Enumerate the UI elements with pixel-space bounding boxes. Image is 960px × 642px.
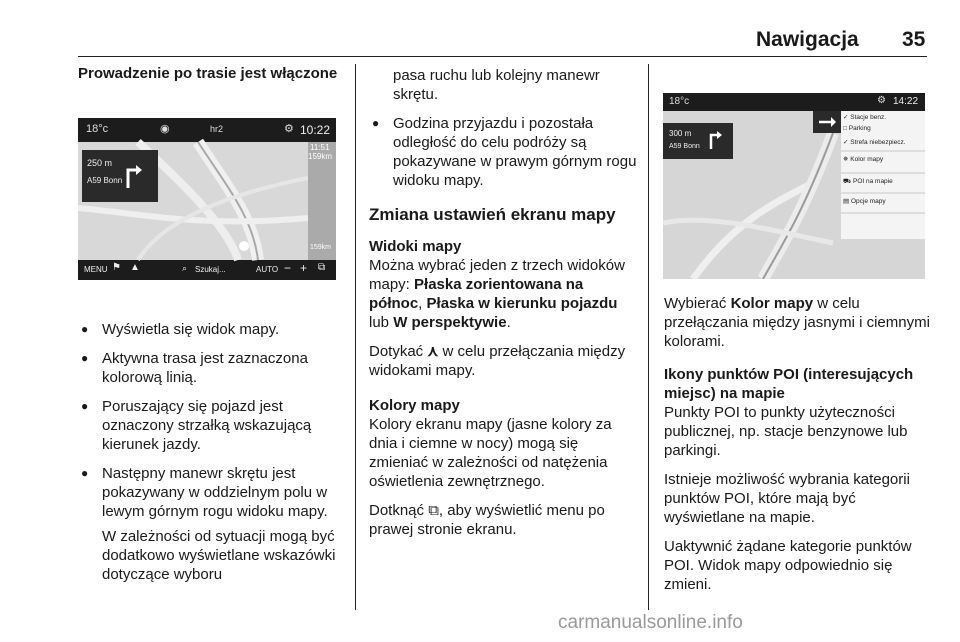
map-colors-text: Kolory ekranu mapy (jasne kolory za dnia i ciemne w nocy) mogą się zmieniać w zależności od natężenia oświetlenia zewnętrznego. xyxy=(369,416,612,490)
option-heading-up: Płaska w kierunku pojazdu xyxy=(426,295,618,312)
map-clock: 14:22 xyxy=(893,96,919,107)
list-item: ● Aktywna trasa jest zaznaczona kolorową linią. xyxy=(78,349,346,387)
map-side-menu xyxy=(843,113,925,217)
map-location-icon: ◉ xyxy=(160,123,170,135)
map-clock: 10:22 xyxy=(300,123,331,137)
settings-icon: ⚙ xyxy=(877,95,886,106)
remaining-distance: 159km xyxy=(308,152,333,161)
map-menu-icon[interactable]: ⧉ xyxy=(318,262,326,273)
toggle-text xyxy=(369,342,637,380)
note-continued: pasa ruchu lub kolejny manewr skrętu. xyxy=(393,67,600,103)
eta-time: 11:51 xyxy=(310,143,330,152)
view-toggle-icon: ⋏ xyxy=(427,343,439,360)
text-run: lub xyxy=(369,314,394,331)
menu-item-label: Parking xyxy=(848,125,871,132)
column-1-list xyxy=(78,320,346,584)
option-perspective: W perspektywie xyxy=(393,314,507,331)
section-heading: Zmiana ustawień ekranu mapy xyxy=(369,205,616,224)
remaining-distance-scale: 159km xyxy=(310,244,332,251)
list-item: ● Następny manewr skrętu jest pokazywany w oddzielnym polu w lewym górnym rogu widoku mapy. xyxy=(78,464,346,521)
search-icon[interactable]: ⌕ xyxy=(182,263,188,273)
text-run: w celu przełączania między widokami mapy. xyxy=(369,343,626,379)
menu-item-danger-zones[interactable]: ✓ Strefa niebezpiecz. xyxy=(843,139,906,146)
watermark: carmanualsonline.info xyxy=(558,612,743,633)
list-item: ● Godzina przyjazdu i pozostała odległość do celu podróży są pokazywane w prawym górnym rogu widoku mapy. xyxy=(369,114,637,190)
zoom-auto[interactable]: AUTO xyxy=(256,265,279,274)
maneuver-road: A59 Bonn xyxy=(87,176,123,185)
option-north-up: Płaska zorientowana na północ xyxy=(369,276,584,312)
map-screenshot-menu xyxy=(663,93,925,279)
menu-item-label: Kolor mapy xyxy=(850,156,884,163)
text-run: , xyxy=(418,295,427,312)
list-item: ● Wyświetla się widok mapy. xyxy=(78,320,346,339)
note-text: W zależności od sytuacji mogą być dodatkowo wyświetlane wskazówki dotyczące wyboru xyxy=(102,528,336,583)
page-number: 35 xyxy=(902,28,926,51)
subheading-map-colors: Kolory mapy xyxy=(369,397,460,414)
menu-item-label: POI na mapie xyxy=(852,178,893,185)
eta-list xyxy=(369,114,637,190)
map-screenshot-guidance xyxy=(78,118,336,280)
menu-text xyxy=(369,501,637,539)
view-toggle-icon[interactable]: ▲ xyxy=(130,262,140,273)
menu-item-poi[interactable]: ⛟ POI na mapie xyxy=(843,178,893,185)
subheading-map-views: Widoki mapy xyxy=(369,238,462,255)
text-run: Dotykać xyxy=(369,343,428,360)
maneuver-distance: 250 m xyxy=(87,158,113,168)
menu-item-label: Opcje mapy xyxy=(850,198,886,205)
list-item: ● Poruszający się pojazd jest oznaczony strzałką wskazującą kierunek jazdy. xyxy=(78,397,346,454)
text-run: Dotknąć xyxy=(369,502,429,519)
zoom-in-icon[interactable]: + xyxy=(300,261,308,275)
map-menu-icon: ⧉ xyxy=(428,502,439,519)
zoom-out-icon[interactable]: − xyxy=(284,261,292,275)
maneuver-road: A59 Bonn xyxy=(669,143,700,150)
menu-item-label: Strefa niebezpiecz. xyxy=(850,139,906,146)
section-heading: Prowadzenie po trasie jest włączone xyxy=(78,65,338,82)
header-rule xyxy=(78,56,927,57)
poi-text-3: Uaktywnić żądane kategorie punktów POI. Widok mapy odpowiednio się zmieni. xyxy=(664,538,912,593)
map-color-text xyxy=(664,294,932,351)
maneuver-distance: 300 m xyxy=(669,129,692,138)
settings-icon: ⚙ xyxy=(284,123,294,135)
map-mode: hr2 xyxy=(210,124,224,134)
column-divider xyxy=(355,64,356,610)
page-header-title: Nawigacja xyxy=(756,28,859,51)
map-views-text xyxy=(369,256,637,332)
column-divider xyxy=(648,64,649,610)
menu-item-fuel-stations[interactable]: ✓ Stacje benz. xyxy=(843,114,887,121)
map-menu-label[interactable]: MENU xyxy=(84,265,108,274)
feature-list xyxy=(78,320,346,521)
map-temp: 18°c xyxy=(86,123,109,135)
poi-text: Punkty POI to punkty użyteczności publicznej, np. stacje benzynowe lub parkingi. xyxy=(664,404,908,459)
text-run: Wybierać xyxy=(664,295,731,312)
text-run: Można wybrać jeden z trzech widoków mapy: xyxy=(369,257,625,293)
poi-text-2: Istnieje możliwość wybrania kategorii punktów POI, które mają być wyświetlane na mapie. xyxy=(664,471,910,526)
map-graphic xyxy=(78,118,336,280)
flag-icon[interactable]: ⚑ xyxy=(112,262,121,273)
menu-item-map-options[interactable]: ▤ Opcje mapy xyxy=(843,198,886,205)
option-map-color: Kolor mapy xyxy=(730,295,814,312)
column-3 xyxy=(664,294,932,604)
menu-item-label: Stacje benz. xyxy=(850,114,887,121)
column-2 xyxy=(369,66,637,549)
column-1 xyxy=(78,64,346,83)
text-run: , aby wyświetlić menu po prawej stronie ekranu. xyxy=(369,502,605,538)
menu-item-parking[interactable]: □ Parking xyxy=(843,125,871,132)
map-temp: 18°c xyxy=(669,96,690,107)
text-run: w celu przełączania między jasnymi i ciemnymi kolorami. xyxy=(664,295,930,350)
subheading-poi: Ikony punktów POI (interesujących miejsc) na mapie xyxy=(664,366,914,402)
text-run: . xyxy=(506,314,511,331)
menu-item-map-color[interactable]: ✵ Kolor mapy xyxy=(843,156,884,163)
search-field[interactable]: Szukaj... xyxy=(195,265,226,274)
